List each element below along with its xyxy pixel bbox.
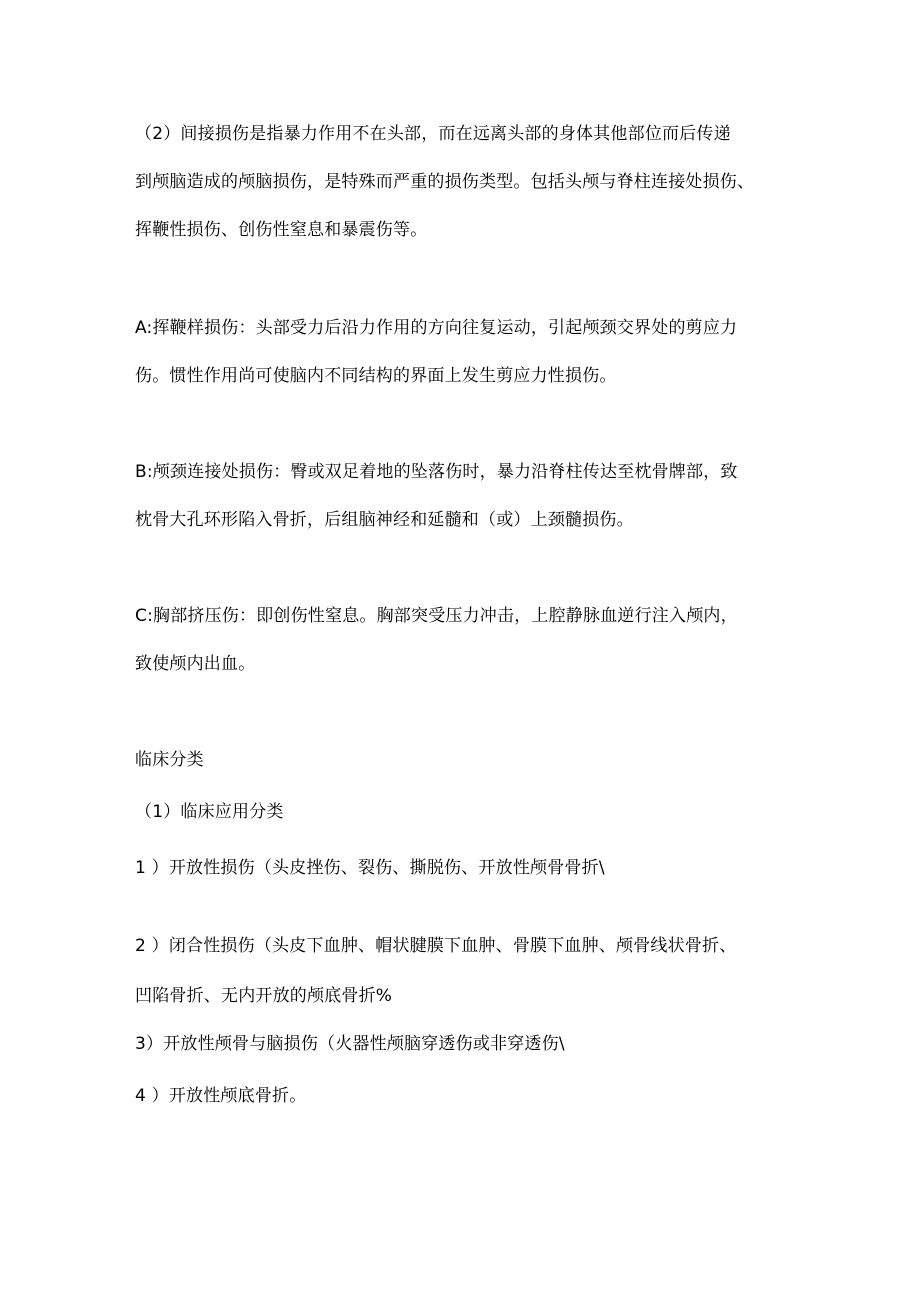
indirect-injury-line-3: 挥鞭性损伤、创伤性窒息和暴震伤等。 [135,220,428,240]
clinical-item-2-line-2: 凹陷骨折、无内开放的颅底骨折% [135,986,393,1006]
item-c-line-2: 致使颅内出血。 [135,654,256,674]
indirect-injury-line-2: 到颅脑造成的颅脑损伤，是特殊而严重的损伤类型。包括头颅与脊柱连接处损伤、 [135,172,755,192]
clinical-subheading: （1）临床应用分类 [135,802,284,822]
clinical-item-2-line-1: 2 ）闭合性损伤（头皮下血肿、帽状腱膜下血肿、骨膜下血肿、颅骨线状骨折、 [135,936,737,956]
item-b-line-1: B:颅颈连接处损伤：臀或双足着地的坠落伤时，暴力沿脊柱传达至枕骨牌部，致 [135,462,738,482]
item-a-line-2: 伤。惯性作用尚可使脑内不同结构的界面上发生剪应力性损伤。 [135,366,617,386]
clinical-item-3: 3）开放性颅骨与脑损伤（火器性颅脑穿透伤或非穿透伤\ [135,1034,565,1054]
item-c-line-1: C:胸部挤压伤：即创伤性窒息。胸部突受压力冲击，上腔静脉血逆行注入颅内， [135,606,738,626]
clinical-item-4: 4 ）开放性颅底骨折。 [135,1086,307,1106]
item-a-line-1: A:挥鞭样损伤：头部受力后沿力作用的方向往复运动，引起颅颈交界处的剪应力 [135,318,738,338]
item-b-line-2: 枕骨大孔环形陷入骨折，后组脑神经和延髓和（或）上颈髓损伤。 [135,510,634,530]
indirect-injury-line-1: （2）间接损伤是指暴力作用不在头部，而在远离头部的身体其他部位而后传递 [135,124,731,144]
clinical-item-1: 1 ）开放性损伤（头皮挫伤、裂伤、撕脱伤、开放性颅骨骨折\ [135,858,605,878]
clinical-heading: 临床分类 [135,750,204,770]
